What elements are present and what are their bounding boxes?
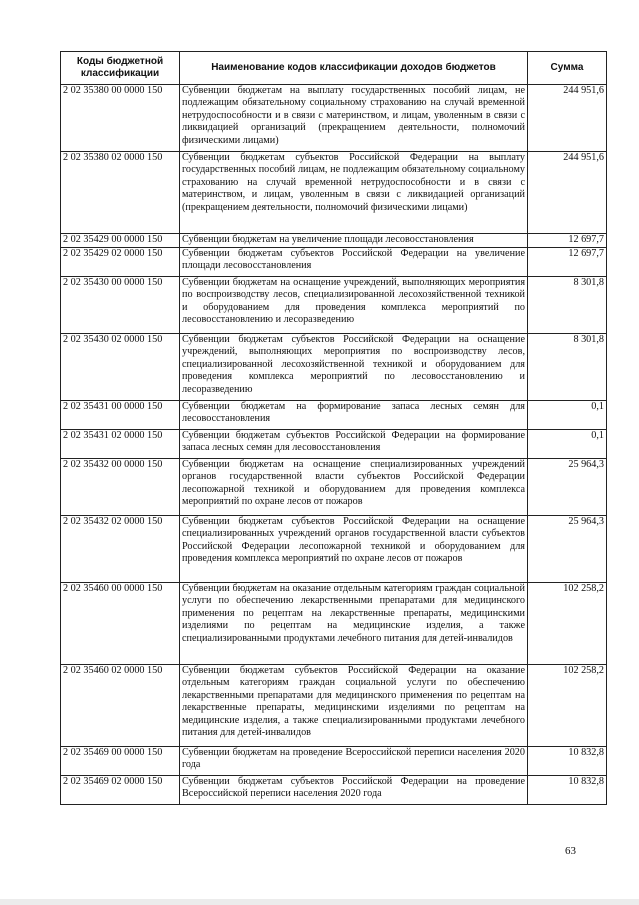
row-name: Субвенции бюджетам субъектов Российской Федерации на формирование запаса лесных семян для лесовосстановления xyxy=(180,430,528,459)
table-row xyxy=(61,277,607,334)
table-row xyxy=(61,516,607,583)
row-sum: 12 697,7 xyxy=(528,234,607,248)
row-sum: 12 697,7 xyxy=(528,248,607,277)
row-code: 2 02 35431 00 0000 150 xyxy=(61,401,180,430)
row-name: Субвенции бюджетам на выплату государственных пособий лицам, не подлежащим обязательному социальному страхованию на случай временной нетрудоспособности и в связи с материнством, и лицам, уволенным в связи с ликвидацией организаций (прекращением деятельности, полномочий физическими лицами) xyxy=(180,85,528,152)
row-name: Субвенции бюджетам субъектов Российской Федерации на увеличение площади лесовосстановления xyxy=(180,248,528,277)
row-code: 2 02 35431 02 0000 150 xyxy=(61,430,180,459)
row-code: 2 02 35380 02 0000 150 xyxy=(61,152,180,234)
row-sum: 102 258,2 xyxy=(528,665,607,747)
table-row xyxy=(61,430,607,459)
row-sum: 0,1 xyxy=(528,430,607,459)
row-name: Субвенции бюджетам на оказание отдельным категориям граждан социальной услуги по обеспечению лекарственными препаратами для медицинского применения по рецептам на лекарственные препараты, медицинскими изделиями по рецептам на медицинские изделия, а также специализированными продуктами лечебного питания для детей-инвалидов xyxy=(180,583,528,665)
row-code: 2 02 35432 02 0000 150 xyxy=(61,516,180,583)
row-code: 2 02 35460 00 0000 150 xyxy=(61,583,180,665)
page-number: 63 xyxy=(565,845,576,857)
table-row xyxy=(61,747,607,776)
table-header-row xyxy=(61,52,607,85)
table-row xyxy=(61,665,607,747)
row-sum: 244 951,6 xyxy=(528,85,607,152)
row-name: Субвенции бюджетам на оснащение учреждений, выполняющих мероприятия по воспроизводству лесов, специализированной лесохозяйственной техникой и оборудованием для проведения комплекса мероприятий по лесовосстановлению и лесоразведению xyxy=(180,277,528,334)
row-name: Субвенции бюджетам субъектов Российской Федерации на оснащение специализированных учреждений органов государственной власти субъектов Российской Федерации лесопожарной техникой и оборудованием для проведения комплекса мероприятий по охране лесов от пожаров xyxy=(180,516,528,583)
row-code: 2 02 35380 00 0000 150 xyxy=(61,85,180,152)
row-sum: 25 964,3 xyxy=(528,516,607,583)
table-row xyxy=(61,152,607,234)
row-name: Субвенции бюджетам субъектов Российской Федерации на выплату государственных пособий лицам, не подлежащим обязательному социальному страхованию на случай временной нетрудоспособности и в связи с материнством, и лицам, уволенным в связи с ликвидацией организаций (прекращением деятельности, полномочий физическими лицами) xyxy=(180,152,528,234)
row-code: 2 02 35469 02 0000 150 xyxy=(61,776,180,805)
row-name: Субвенции бюджетам субъектов Российской Федерации на оказание отдельным категориям граждан социальной услуги по обеспечению лекарственными препаратами для медицинского применения по рецептам на лекарственные препараты, медицинскими изделиями по рецептам на медицинские изделия, а также специализированными продуктами лечебного питания для детей-инвалидов xyxy=(180,665,528,747)
row-code: 2 02 35429 00 0000 150 xyxy=(61,234,180,248)
row-sum: 10 832,8 xyxy=(528,747,607,776)
row-code: 2 02 35430 00 0000 150 xyxy=(61,277,180,334)
row-sum: 8 301,8 xyxy=(528,334,607,401)
row-code: 2 02 35432 00 0000 150 xyxy=(61,459,180,516)
row-name: Субвенции бюджетам на проведение Всероссийской переписи населения 2020 года xyxy=(180,747,528,776)
table-row xyxy=(61,85,607,152)
row-sum: 10 832,8 xyxy=(528,776,607,805)
row-sum: 25 964,3 xyxy=(528,459,607,516)
row-code: 2 02 35430 02 0000 150 xyxy=(61,334,180,401)
table-row xyxy=(61,401,607,430)
row-code: 2 02 35469 00 0000 150 xyxy=(61,747,180,776)
row-sum: 0,1 xyxy=(528,401,607,430)
row-sum: 8 301,8 xyxy=(528,277,607,334)
table-row xyxy=(61,583,607,665)
budget-classification-table xyxy=(60,51,607,805)
table-row xyxy=(61,459,607,516)
table-row xyxy=(61,248,607,277)
row-name: Субвенции бюджетам субъектов Российской Федерации на проведение Всероссийской переписи населения 2020 года xyxy=(180,776,528,805)
row-sum: 244 951,6 xyxy=(528,152,607,234)
table-row xyxy=(61,234,607,248)
row-name: Субвенции бюджетам на оснащение специализированных учреждений органов государственной власти субъектов Российской Федерации лесопожарной техникой и оборудованием для проведения комплекса мероприятий по охране лесов от пожаров xyxy=(180,459,528,516)
row-name: Субвенции бюджетам на увеличение площади лесовосстановления xyxy=(180,234,528,248)
table-row xyxy=(61,334,607,401)
row-name: Субвенции бюджетам субъектов Российской Федерации на оснащение учреждений, выполняющих мероприятия по воспроизводству лесов, специализированной лесохозяйственной техникой и оборудованием для проведения комплекса мероприятий по лесовосстановлению и лесоразведению xyxy=(180,334,528,401)
table-row xyxy=(61,776,607,805)
row-code: 2 02 35460 02 0000 150 xyxy=(61,665,180,747)
page-bottom-edge xyxy=(0,899,639,905)
header-code: Коды бюджетной классификации xyxy=(61,52,180,85)
row-name: Субвенции бюджетам на формирование запаса лесных семян для лесовосстановления xyxy=(180,401,528,430)
row-sum: 102 258,2 xyxy=(528,583,607,665)
row-code: 2 02 35429 02 0000 150 xyxy=(61,248,180,277)
header-name: Наименование кодов классификации доходов бюджетов xyxy=(180,52,528,85)
header-sum: Сумма xyxy=(528,52,607,85)
